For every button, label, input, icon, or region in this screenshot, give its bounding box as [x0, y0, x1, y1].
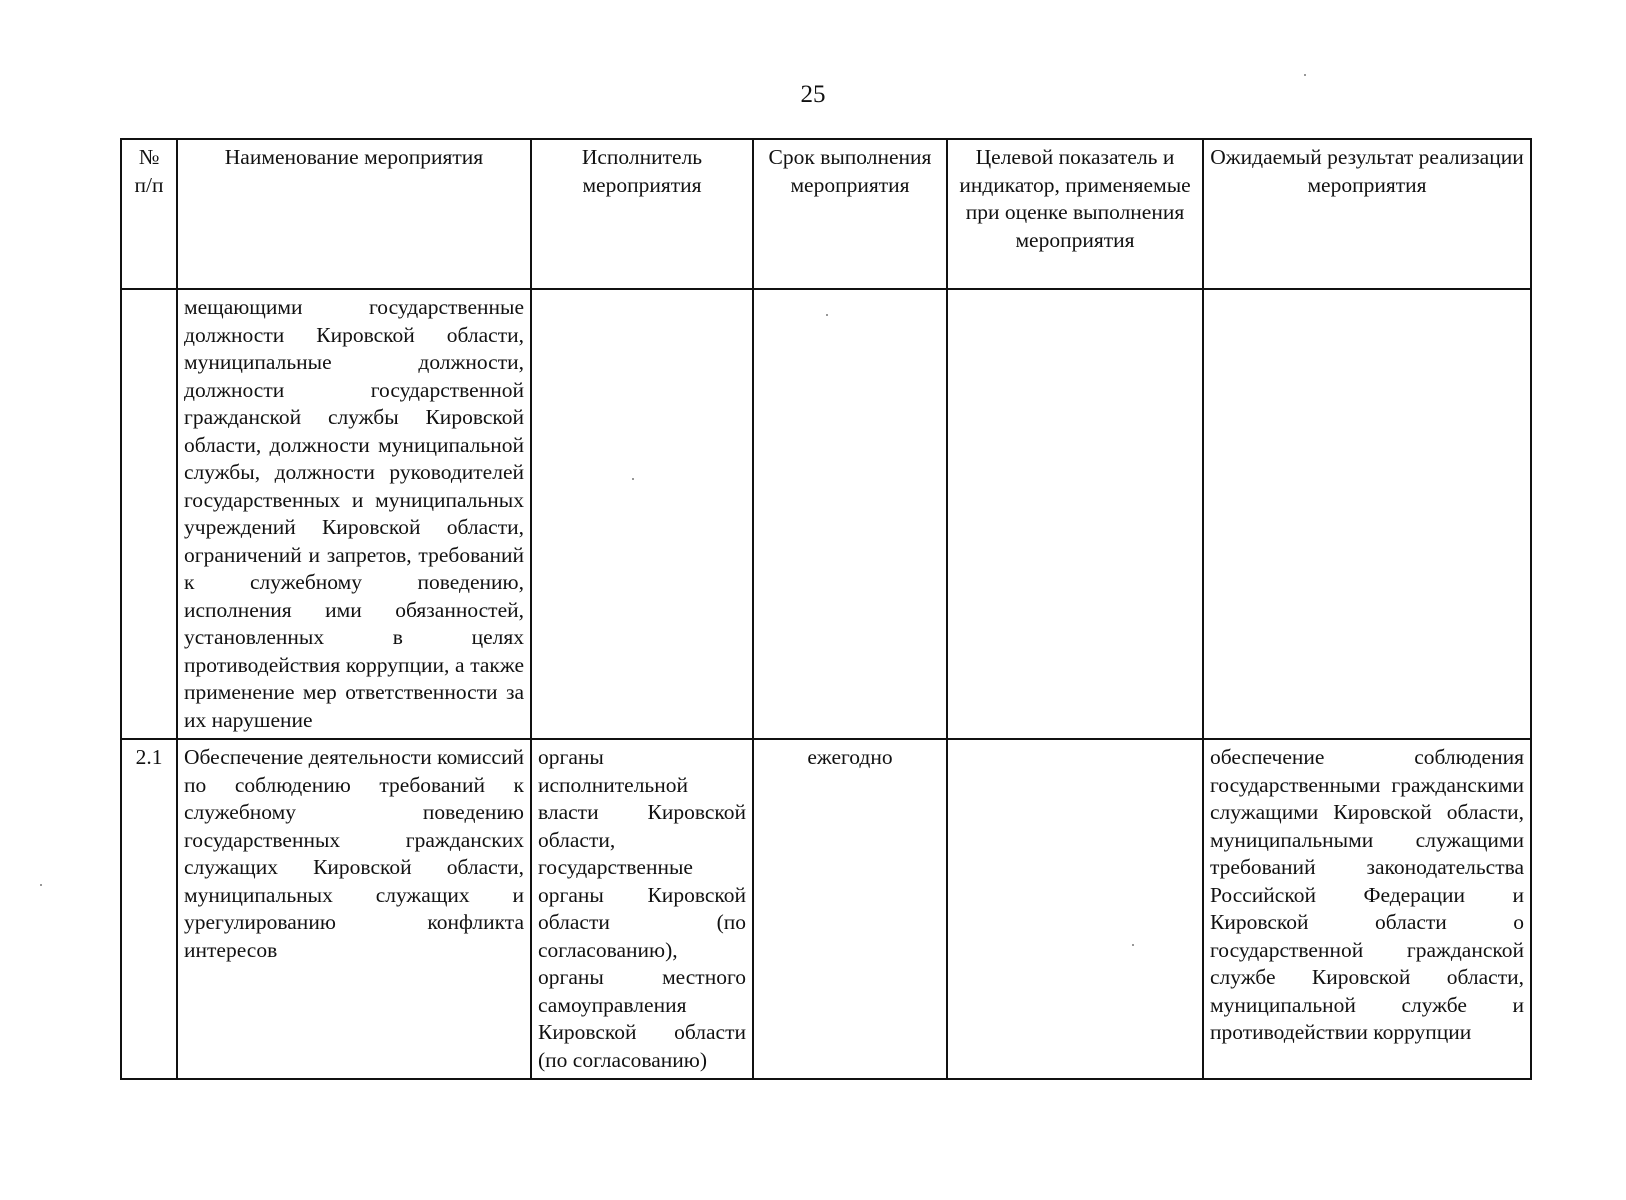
- scan-speck: [1132, 944, 1134, 946]
- cell-expected-result: обеспечение соблюдения государственными гражданскими служащими Кировской области, муниципальными служащими требований законодательства Российской Федерации и Кировской области о государственной гражданской службе Кировской области, муниципальной службе и противодействии коррупции: [1203, 739, 1531, 1079]
- scan-speck: [826, 314, 828, 316]
- header-expected-result: Ожидаемый результат реализации мероприятия: [1203, 139, 1531, 289]
- cell-indicator: [947, 289, 1203, 739]
- header-term: Срок выполнения мероприятия: [753, 139, 947, 289]
- scan-speck: [632, 478, 634, 480]
- cell-expected-result: [1203, 289, 1531, 739]
- cell-term: ежегодно: [753, 739, 947, 1079]
- header-executor: Исполнитель мероприятия: [531, 139, 753, 289]
- header-event-name: Наименование мероприятия: [177, 139, 531, 289]
- cell-term: [753, 289, 947, 739]
- page-number: 25: [800, 81, 826, 108]
- header-indicator: Целевой показатель и индикатор, применяемые при оценке выполнения мероприятия: [947, 139, 1203, 289]
- cell-number: [121, 289, 177, 739]
- scan-speck: [40, 884, 42, 886]
- table-header-row: [121, 139, 1531, 289]
- cell-number: 2.1: [121, 739, 177, 1079]
- action-plan-table: [120, 138, 1532, 1080]
- cell-indicator: [947, 739, 1203, 1079]
- cell-executor: [531, 289, 753, 739]
- cell-event-name: Обеспечение деятельности комиссий по соблюдению требований к служебному поведению государственных гражданских служащих Кировской области, муниципальных служащих и урегулированию конфликта интересов: [177, 739, 531, 1079]
- cell-event-name: мещающими государственные должности Кировской области, муниципальные должности, должности государственной гражданской службы Кировской области, должности муниципальной службы, должности руководителей государственных и муниципальных учреждений Кировской области, ограничений и запретов, требований к служебному поведению, исполнения ими обязанностей, установленных в целях противодействия коррупции, а также применение мер ответственности за их нарушение: [177, 289, 531, 739]
- table-row: [121, 739, 1531, 1079]
- header-number: № п/п: [121, 139, 177, 289]
- table-row: [121, 289, 1531, 739]
- scan-speck: [1304, 74, 1306, 76]
- cell-executor: органы исполнительной власти Кировской области, государственные органы Кировской области (по согласованию), органы местного самоуправления Кировской области (по согласованию): [531, 739, 753, 1079]
